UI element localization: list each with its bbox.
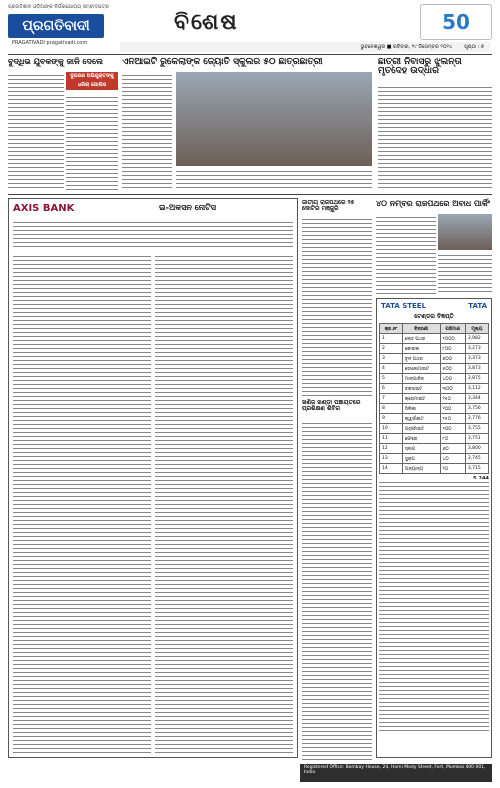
table-cell: ୧୦୦	[440, 424, 465, 434]
table-cell: ସିଲିକା	[402, 404, 440, 414]
page-number: ପୃଷ୍ଠା : ୭	[464, 44, 484, 50]
table-row	[380, 374, 489, 384]
table-cell: କୋଇଲା	[402, 344, 440, 354]
table-row	[380, 354, 489, 364]
side-story-text	[302, 420, 372, 760]
table-cell: 3,344	[465, 394, 488, 404]
table-cell: 12	[380, 444, 403, 454]
table-cell: ୬୦	[440, 444, 465, 454]
table-cell: ଲୋହ ପଥର	[402, 334, 440, 344]
tata-steel-ad	[376, 298, 492, 758]
main-story-text	[376, 214, 436, 294]
table-row	[380, 404, 489, 414]
table-row	[380, 434, 489, 444]
table-cell: ମାଙ୍ଗାନିଜ	[402, 374, 440, 384]
table-cell: 3,800	[465, 444, 488, 454]
table-row	[380, 414, 489, 424]
table-cell: 8	[380, 404, 403, 414]
section-title: ବିଶେଷ	[174, 10, 239, 35]
left-subheadline: ଦୁଇଜଣ ଅଭିଯୁକ୍ତଙ୍କୁ ଧରିଲା ପୋଲିସ	[66, 72, 118, 90]
table-cell: କ୍ୱାର୍ଜାଇଟ	[402, 414, 440, 424]
parked-trucks-photo	[438, 214, 492, 250]
table-header: ମୂଲ୍ୟ	[465, 324, 488, 334]
anniversary-logo-icon: 50	[420, 4, 492, 40]
side-headline[interactable]: ଖଣିଜ ଖଣ୍ଡା ପଞ୍ଚାୟତରେ ପ୍ରଶିକ୍ଷଣ ଶିବିର	[302, 399, 361, 413]
axis-bank-ad	[8, 198, 298, 758]
footer-registered-office: Registered Office: Bombay House, 24, Homi Mody Street, Fort, Mumbai 400 001, India	[300, 764, 492, 782]
table-cell: 3,373	[465, 354, 488, 364]
photo-caption-text	[176, 168, 372, 190]
table-cell: 9	[380, 414, 403, 424]
table-row	[380, 334, 489, 344]
table-cell: 1	[380, 334, 403, 344]
table-row	[380, 364, 489, 374]
tata-logo[interactable]: TATA	[468, 302, 487, 310]
axis-bank-logo[interactable]: AXIS BANK	[13, 203, 75, 214]
left-headline[interactable]: ବୁଦ୍ଧିଭ ଯୁବକଙ୍କୁ ଜାଳି ଦେଲେ	[8, 57, 104, 66]
divider	[8, 54, 492, 55]
logo-subtitle: PRAGATIVADI pragativadi.com	[12, 40, 88, 46]
table-cell: ୬୦୦	[440, 354, 465, 364]
table-row	[380, 464, 489, 474]
table-cell: 2	[380, 344, 403, 354]
table-cell: ୪୦୦	[440, 374, 465, 384]
table-cell: 3,873	[465, 364, 488, 374]
left-story-text	[8, 72, 64, 190]
mid-story-text	[302, 216, 372, 396]
table-cell: 14	[380, 464, 403, 474]
table-cell: ୩୦୦	[440, 384, 465, 394]
right-headline[interactable]: ଛାତ୍ରୀ ନିବାସରୁ ଝୁଲନ୍ତା ମୃତଦେହ ଉଦ୍ଧାର	[378, 57, 462, 77]
table-cell: 7	[380, 394, 403, 404]
center-headline[interactable]: ଏନଆଇଟି ରୁକେଲାଙ୍କ ଜ୍ୟୋତି ସ୍କୁଲର ୫୦ ଛାତ୍ରଛାତ୍ରୀ	[122, 57, 323, 67]
table-cell: ୪୦	[440, 454, 465, 464]
table-cell: 3,273	[465, 344, 488, 354]
table-cell: ଚୂନ ପଥର	[402, 354, 440, 364]
table-row	[380, 444, 489, 454]
table-cell: ବକ୍ସାଇଟ	[402, 384, 440, 394]
tender-table	[379, 323, 489, 482]
table-row	[380, 454, 489, 464]
table-row	[380, 394, 489, 404]
table-row	[380, 344, 489, 354]
table-cell: 4	[380, 364, 403, 374]
main-story-text-2	[438, 252, 492, 294]
table-row	[380, 424, 489, 434]
table-cell: ୮୦	[440, 434, 465, 444]
table-cell: ୨୦	[440, 464, 465, 474]
table-row	[380, 384, 489, 394]
students-photo	[176, 72, 372, 166]
auction-notice-title: ଇ-ଅକସନ ନୋଟିସ	[159, 203, 216, 212]
table-cell: ସ୍ଲାଗ	[402, 444, 440, 454]
table-cell: 3,751	[465, 434, 488, 444]
table-cell: 3,715	[465, 464, 488, 474]
table-cell: ଡୋଲୋମାଇଟ	[402, 364, 440, 374]
table-cell: 10	[380, 424, 403, 434]
property-list-left	[13, 253, 151, 753]
table-cell: 6	[380, 384, 403, 394]
center-story-text	[122, 72, 172, 190]
table-cell: 3,982	[465, 334, 488, 344]
table-cell: କ୍ରୋମାଇଟ	[402, 394, 440, 404]
table-cell: 3,745	[465, 454, 488, 464]
masthead-tagline: ପ୍ରଗତିଶୀଳ ଓଡ଼ିଆଙ୍କ ନିର୍ଭରଯୋଗ୍ୟ ସମ୍ବାଦପତ୍ର	[8, 4, 109, 10]
tender-terms-text	[379, 479, 489, 733]
date-text: ଭୁବନେଶ୍ୱର ■ ରବିବାର, ୨୯ ଡିସେମ୍ବର ୨୦୨୪	[360, 44, 453, 50]
table-header: ପରିମାଣ	[440, 324, 465, 334]
table-cell: 3,112	[465, 384, 488, 394]
table-cell: 5	[380, 374, 403, 384]
table-cell: 13	[380, 454, 403, 464]
divider	[8, 194, 492, 195]
newspaper-logo[interactable]: ପ୍ରଗତିବାଦୀ	[8, 14, 104, 38]
left-story-text-2	[66, 94, 118, 190]
table-cell: 3,755	[465, 424, 488, 434]
dateline	[120, 42, 490, 52]
table-header: ବିବରଣୀ	[402, 324, 440, 334]
table-cell: ୨୫୦	[440, 394, 465, 404]
mid-headline[interactable]: ଜାତୀୟ ରାଜପଥରେ ୨୫ କୋଟିର ମଞ୍ଜୁରି	[302, 199, 355, 213]
table-cell: ୫୦୦	[440, 364, 465, 374]
tender-title: ଟେଣ୍ଡର ବିଜ୍ଞପ୍ତି	[414, 313, 454, 320]
table-cell: ୧୦୦୦	[440, 334, 465, 344]
tata-steel-logo[interactable]: TATA STEEL	[381, 302, 427, 310]
table-cell: 3	[380, 354, 403, 364]
table-cell: ଫେରୋ	[402, 434, 440, 444]
table-cell: ଗ୍ରାଫାଇଟ	[402, 424, 440, 434]
table-cell: 3,776	[465, 414, 488, 424]
table-cell: 3,875	[465, 374, 488, 384]
table-header: କ୍ର.ନଂ	[380, 324, 403, 334]
property-list-right	[155, 253, 293, 753]
table-cell: ସ୍କ୍ରାପ	[402, 454, 440, 464]
notice-intro-text	[13, 219, 293, 249]
table-cell: ୨୦୦	[440, 404, 465, 414]
main-headline[interactable]: ୪୦ ନମ୍ବର ରାଜପଥରେ ଅବାଧ ପାର୍କିଂ	[376, 199, 490, 208]
table-cell: 3,756	[465, 404, 488, 414]
table-cell: ଅନ୍ୟାନ୍ୟ	[402, 464, 440, 474]
table-cell: ୧୫୦	[440, 414, 465, 424]
table-cell: ୮୦୦	[440, 344, 465, 354]
table-cell: 11	[380, 434, 403, 444]
right-story-text	[378, 84, 492, 190]
